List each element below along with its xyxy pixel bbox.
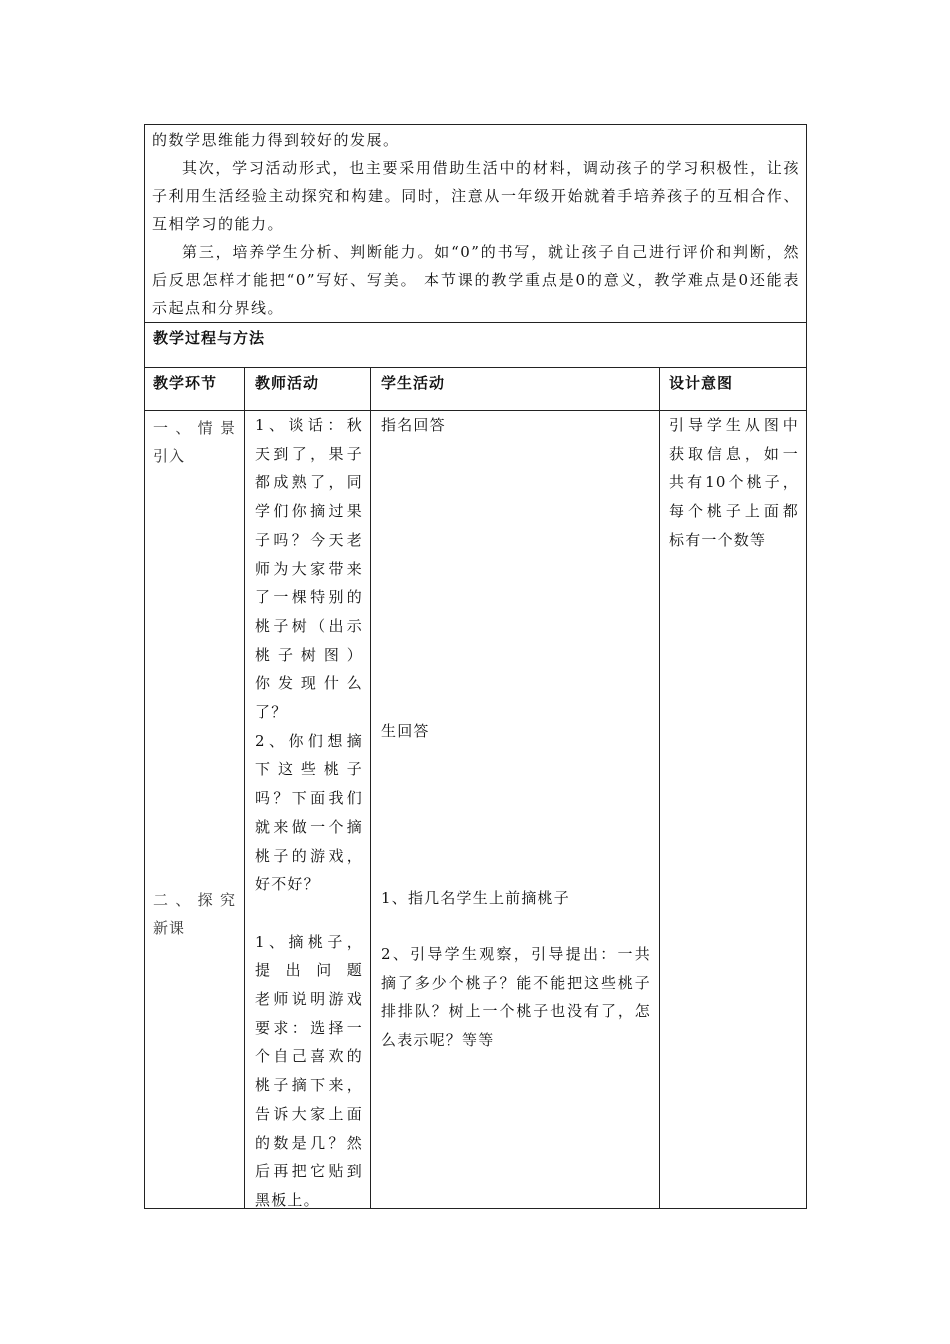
student-line: 排排队？树上一个桃子也没有了，怎 xyxy=(381,1002,651,1021)
teacher-line: 要求：选择一 xyxy=(255,1018,363,1037)
stage-line: 引入 xyxy=(153,447,186,465)
intro-paragraph: 的数学思维能力得到较好的发展。 xyxy=(152,131,400,149)
student-item-1: 1、指几名学生上前摘桃子 xyxy=(381,889,570,907)
stage-line: 一、情景 xyxy=(153,419,236,437)
design-cell xyxy=(669,411,799,555)
teacher-line: 都成熟了，同 xyxy=(255,473,363,492)
intro-paragraph: 其次，学习活动形式，也主要采用借助生活中的材料，调动孩子的学习积极性，让孩子利用生活经验主动探究和构建。同时，注意从一年级开始就着手培养孩子的互相合作、互相学习的能力。 xyxy=(152,159,800,233)
teacher-line: 师为大家带来 xyxy=(255,559,363,578)
teacher-line: 后再把它贴到 xyxy=(255,1162,363,1181)
teacher-line: 好不好？ xyxy=(255,875,320,894)
intro-text xyxy=(152,126,800,322)
teacher-line: 的数是几？然 xyxy=(255,1133,363,1152)
teacher-line: 就来做一个摘 xyxy=(255,817,363,836)
teacher-line: 了一棵特别的 xyxy=(255,588,363,607)
student-answer-2: 生回答 xyxy=(381,722,430,740)
header-student: 学生活动 xyxy=(381,374,446,392)
teacher-line: 了？ xyxy=(255,703,288,722)
teacher-line: 1、谈话：秋 xyxy=(255,416,363,434)
intro-paragraph: 第三，培养学生分析、判断能力。如“0”的书写，就让孩子自己进行评价和判断，然后反思怎样才能把“0”写好、写美。 本节课的教学重点是0的意义，教学难点是0还能表示起点和分界线。 xyxy=(152,243,800,317)
teacher-line: 桃子摘下来， xyxy=(255,1076,363,1095)
teacher-line: 学们你摘过果 xyxy=(255,502,363,521)
teacher-line: 子吗？今天老 xyxy=(255,530,363,549)
stage-cell xyxy=(153,414,236,470)
design-line: 获取信息，如一 xyxy=(669,444,799,463)
design-line: 每个桃子上面都 xyxy=(669,502,799,521)
design-line: 标有一个数等 xyxy=(669,530,767,549)
teacher-line: 2、你们想摘 xyxy=(255,731,363,750)
design-line: 引导学生从图中 xyxy=(669,416,799,434)
header-stage: 教学环节 xyxy=(153,374,218,392)
stage-cell xyxy=(153,886,236,942)
teacher-line-blank xyxy=(255,899,363,928)
stage-line: 新课 xyxy=(153,919,186,937)
col-divider-3 xyxy=(659,367,660,1209)
student-line: 摘了多少个桃子？能不能把这些桃子 xyxy=(381,973,651,992)
col-divider-2 xyxy=(370,367,371,1209)
row-divider-intro xyxy=(144,322,807,323)
header-design: 设计意图 xyxy=(669,374,734,392)
teacher-line: 下这些桃子 xyxy=(255,760,363,779)
col-divider-1 xyxy=(244,367,245,1209)
stage-line: 二、探究 xyxy=(153,891,236,909)
teacher-line: 提出问题 xyxy=(255,961,363,980)
design-line: 共有10个桃子， xyxy=(669,473,799,492)
student-item-2 xyxy=(381,940,651,1055)
teacher-line: 桃子的游戏， xyxy=(255,846,363,865)
teacher-line: 桃子树（出示 xyxy=(255,616,363,635)
section-heading: 教学过程与方法 xyxy=(153,329,266,347)
teacher-cell xyxy=(255,411,363,1215)
teacher-line: 你发现什么 xyxy=(255,674,363,693)
teacher-line: 告诉大家上面 xyxy=(255,1104,363,1123)
student-line: 么表示呢？等等 xyxy=(381,1031,495,1050)
student-answer-1: 指名回答 xyxy=(381,416,446,434)
student-line: 2、引导学生观察，引导提出：一共 xyxy=(381,945,651,963)
teacher-line: 黑板上。 xyxy=(255,1190,320,1209)
header-teacher: 教师活动 xyxy=(255,374,320,392)
teacher-line: 个自己喜欢的 xyxy=(255,1047,363,1066)
teacher-line: 桃子树图） xyxy=(255,645,363,664)
teacher-line: 老师说明游戏 xyxy=(255,990,363,1009)
teacher-line: 吗？下面我们 xyxy=(255,789,363,808)
teacher-line: 天到了，果子 xyxy=(255,444,363,463)
teacher-line: 1、摘桃子， xyxy=(255,932,363,951)
